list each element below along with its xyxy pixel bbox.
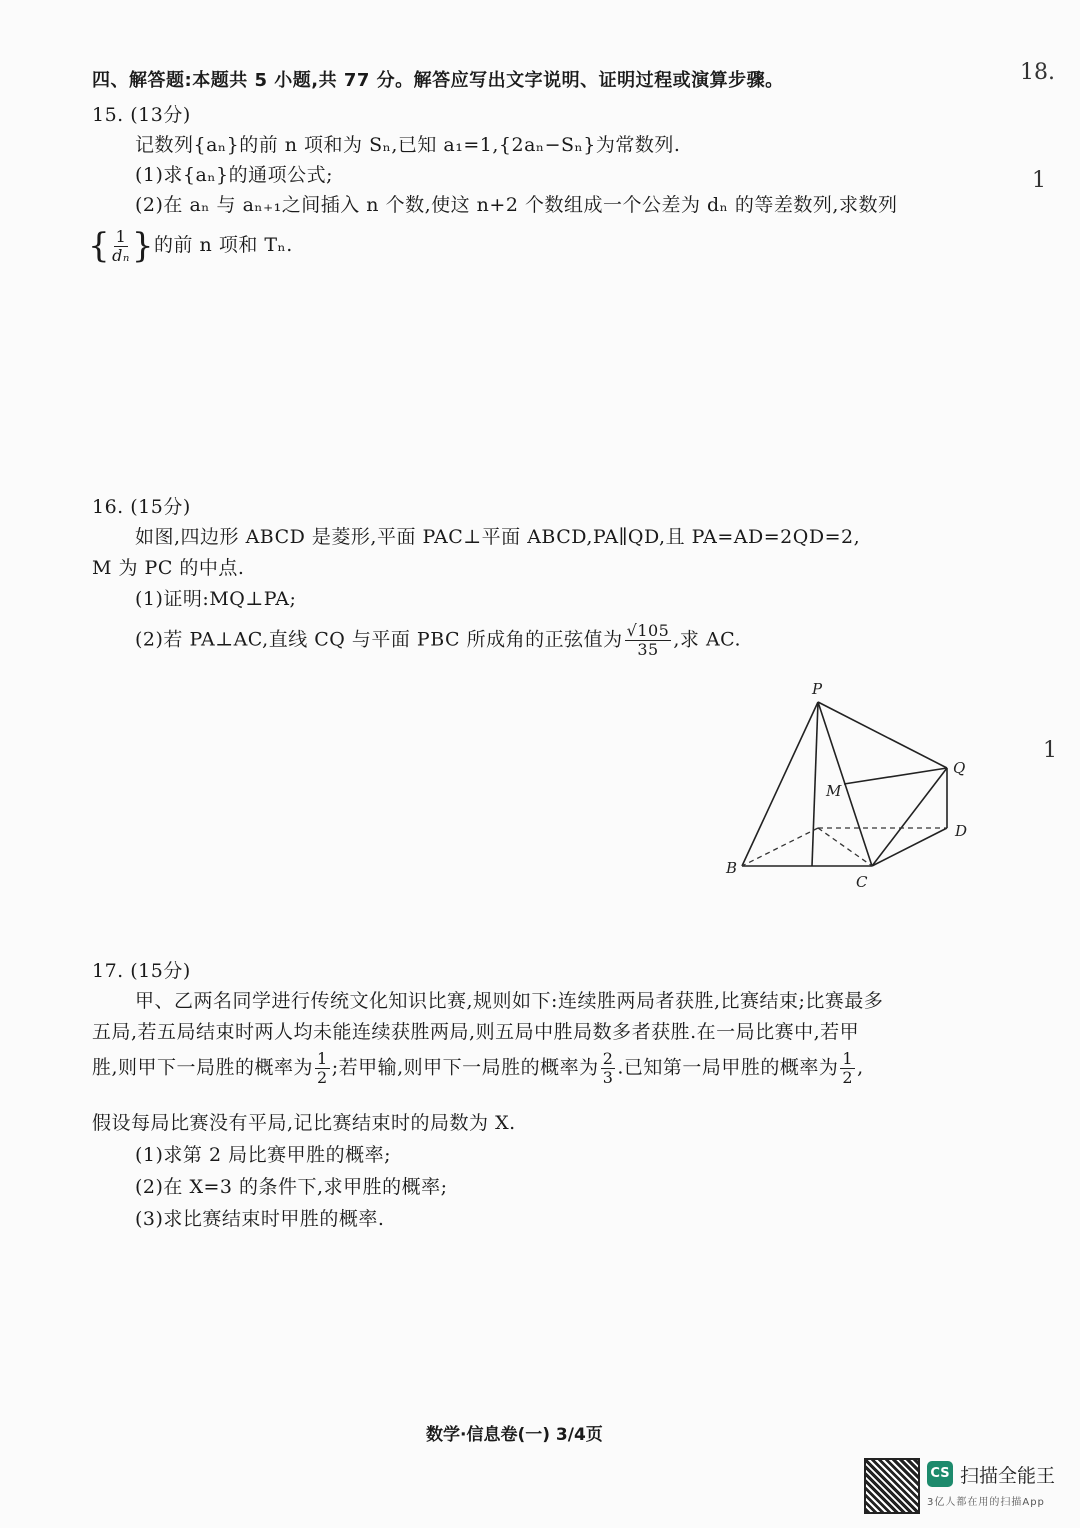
question-number: 15. (13分) [92,104,191,126]
denominator: 35 [637,640,659,659]
question-part-1: (1)证明:MQ⊥PA; [135,588,297,610]
brace: { [88,226,111,266]
text: ,求 AC. [673,628,742,651]
question-stem: 五局,若五局结束时两人均未能连续获胜两局,则五局中胜局数多者获胜.在一局比赛中,若甲 [92,1021,860,1043]
margin-mark: 1 [1043,738,1057,763]
margin-mark: 18. [1020,60,1055,85]
text: ;若甲输,则甲下一局胜的概率为 [331,1056,599,1079]
edge-QC [872,768,947,866]
question-number: 17. (15分) [92,960,191,982]
section-header: 四、解答题:本题共 5 小题,共 77 分。解答应写出文字说明、证明过程或演算步骤。 [92,70,784,91]
margin-mark: 1 [1032,168,1046,193]
label-D: D [955,822,968,840]
watermark-name: 扫描全能王 [960,1465,1056,1487]
hidden-edge-AC [818,828,872,866]
fraction [315,1050,330,1087]
numerator: √105 [626,621,670,640]
denominator: dₙ [112,245,130,265]
label-Q: Q [953,759,966,777]
denominator: 2 [842,1068,854,1087]
numerator: 1 [115,226,127,246]
question-part-2: (2)在 X=3 的条件下,求甲胜的概率; [135,1176,448,1198]
numerator: 1 [842,1049,854,1068]
question-stem: 记数列{aₙ}的前 n 项和为 Sₙ,已知 a₁=1,{2aₙ−Sₙ}为常数列. [135,134,681,156]
hidden-edge-AB [742,828,818,866]
label-B: B [726,859,738,877]
edge-CD [872,828,947,866]
edge-PB [742,702,818,866]
fraction [840,1050,855,1087]
numerator: 2 [602,1049,614,1068]
qr-code-icon [864,1458,920,1514]
question-part-3: (3)求比赛结束时甲胜的概率. [135,1208,385,1230]
numerator: 1 [317,1049,328,1068]
page-footer: 数学·信息卷(一) 3/4页 [426,1425,603,1445]
denominator: 3 [602,1068,614,1087]
text: .已知第一局甲胜的概率为 [617,1056,839,1079]
question-stem: 假设每局比赛没有平局,记比赛结束时的局数为 X. [92,1112,516,1134]
label-C: C [856,873,868,891]
edge-P-foot [812,702,818,866]
question-stem-cont: M 为 PC 的中点. [92,557,245,579]
question-part-1: (1)求第 2 局比赛甲胜的概率; [135,1144,391,1166]
question-part-1: (1)求{aₙ}的通项公式; [135,164,334,186]
edge-PQ [818,702,947,768]
watermark-tagline: 3亿人都在用的扫描App [927,1497,1045,1508]
text: 胜,则甲下一局胜的概率为 [92,1056,314,1079]
question-part-2: (2)在 aₙ 与 aₙ₊₁之间插入 n 个数,使这 n+2 个数组成一个公差为 dₙ 的等差数列,求数列 [135,194,898,216]
denominator: 2 [317,1068,328,1087]
edge-MQ [844,768,947,784]
text: (2)若 PA⊥AC,直线 CQ 与平面 PBC 所成角的正弦值为 [135,628,623,651]
question-stem: 甲、乙两名同学进行传统文化知识比赛,规则如下:连续胜两局者获胜,比赛结束;比赛最多 [135,990,884,1012]
brace: } [131,226,155,266]
camscanner-logo-icon: CS [927,1461,953,1487]
text: 的前 n 项和 Tₙ. [154,234,293,256]
fraction [601,1050,616,1087]
label-P: P [812,680,823,698]
text: , [857,1056,864,1079]
question-stem [92,1050,864,1087]
label-M: M [826,782,842,800]
question-number: 16. (15分) [92,496,191,518]
question-stem: 如图,四边形 ABCD 是菱形,平面 PAC⊥平面 ABCD,PA∥QD,且 PA=AD=2QD=2, [135,526,861,548]
